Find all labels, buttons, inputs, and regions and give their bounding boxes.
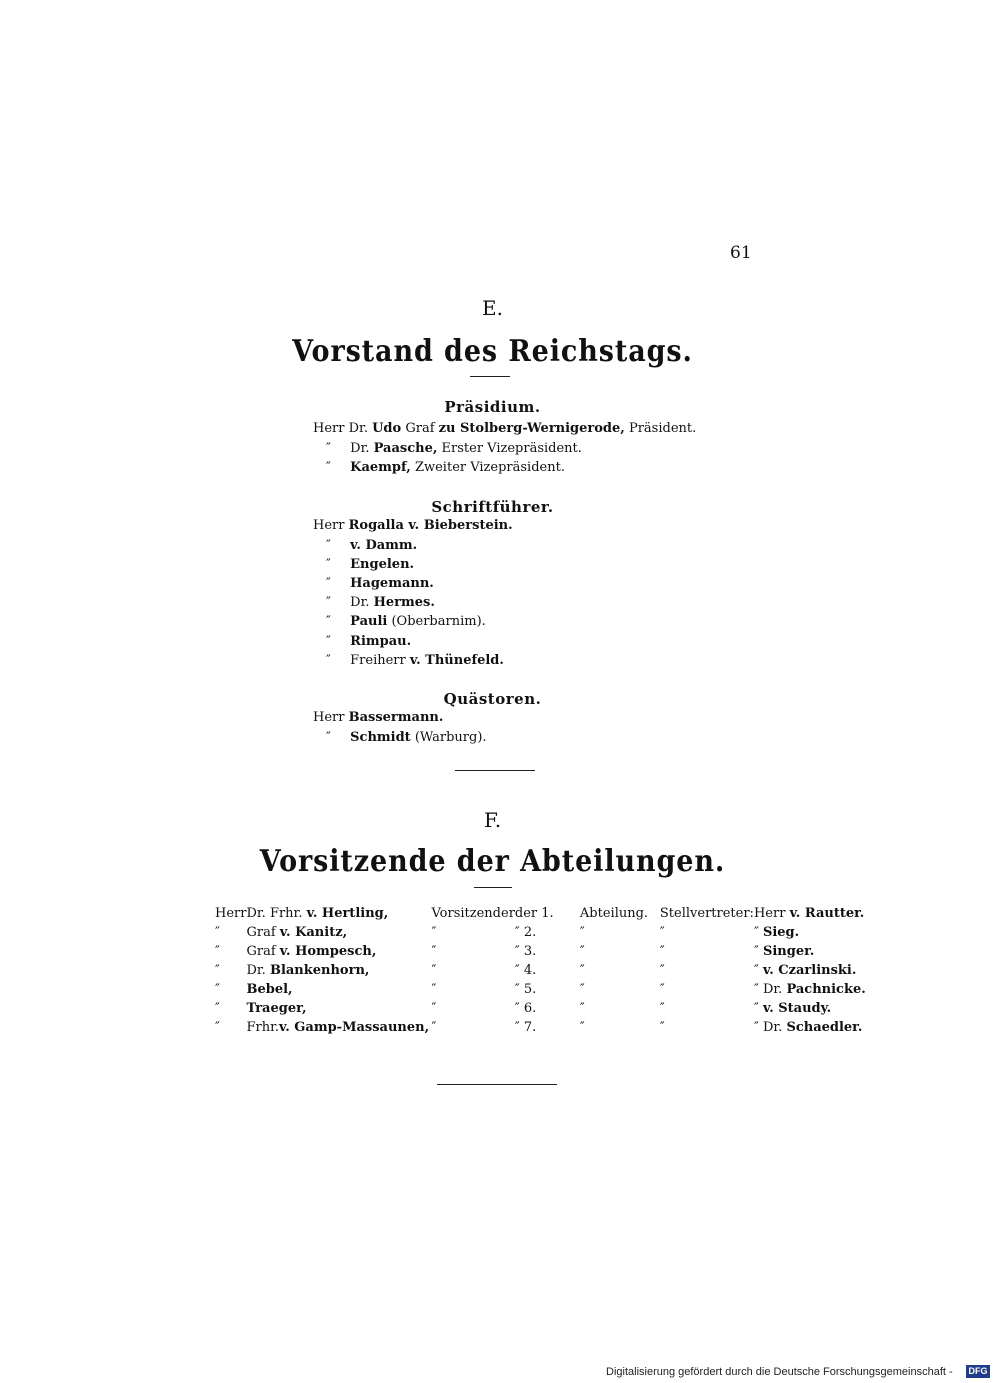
ditto-mark: ″ [326, 614, 331, 629]
deputy-cell [754, 904, 866, 923]
ditto-mark: ″ [326, 557, 331, 572]
number-cell: ″ 3. [514, 944, 537, 959]
section-divider [455, 770, 535, 771]
deputy-name: Sieg. [762, 925, 800, 940]
schriftfuehrer-line [313, 518, 513, 533]
table-row [215, 904, 866, 923]
person-name: Pauli [350, 614, 388, 629]
line-prefix: Herr [313, 518, 345, 533]
dept-cell: ″ [579, 1020, 585, 1035]
role-cell: ″ [431, 982, 437, 997]
dept-cell: ″ [579, 1001, 585, 1016]
chair-name: v. Hertling, [306, 906, 389, 921]
deputy-prefix: ″ [753, 963, 759, 978]
ditto-mark: ″ [326, 441, 331, 456]
table-row [215, 923, 866, 942]
row-prefix: ″ [215, 982, 220, 997]
section-f-title: Vorsitzende der Abteilungen. [259, 844, 726, 879]
role-cell: ″ [431, 1001, 437, 1016]
dept-cell: ″ [579, 944, 585, 959]
person-name: v. Thünefeld. [409, 653, 504, 668]
deputy-prefix: ″ [753, 944, 759, 959]
chair-name: v. Hompesch, [279, 944, 377, 959]
person-name: Engelen. [350, 557, 415, 572]
deputy-label-cell: ″ [659, 963, 665, 978]
person-name: Udo [372, 421, 402, 436]
abteilungen-table [215, 904, 866, 1037]
ditto-mark: ″ [326, 595, 331, 610]
page-number: 61 [730, 243, 752, 263]
chair-cell [246, 1018, 431, 1037]
name-prefix: Dr. [762, 1020, 783, 1035]
name-prefix: Frhr. [246, 1020, 279, 1035]
number-cell: ″ 7. [514, 1020, 537, 1035]
schriftfuehrer-line [326, 538, 417, 553]
role-cell: Vorsitzender [431, 906, 515, 921]
deputy-name: Singer. [762, 944, 815, 959]
praesidium-heading: Präsidium. [444, 398, 541, 416]
end-ornament [437, 1084, 557, 1085]
deputy-label-cell: ″ [659, 982, 665, 997]
row-prefix: ″ [215, 1001, 220, 1016]
role-cell: ″ [431, 925, 437, 940]
schriftfuehrer-heading: Schriftführer. [431, 498, 554, 516]
deputy-cell [754, 999, 866, 1018]
praesidium-line [326, 460, 565, 475]
deputy-label-cell: ″ [659, 1001, 665, 1016]
table-row [215, 980, 866, 999]
table-row [215, 942, 866, 961]
praesidium-line [326, 441, 582, 456]
deputy-cell [754, 1018, 866, 1037]
name-prefix: Graf [246, 925, 276, 940]
deputy-label-cell: ″ [659, 1020, 665, 1035]
person-name: Hagemann. [350, 576, 434, 591]
deputy-cell [754, 942, 866, 961]
deputy-cell [754, 961, 866, 980]
name-prefix: Dr. Frhr. [246, 906, 303, 921]
person-name: Hermes. [373, 595, 435, 610]
dept-cell: ″ [579, 963, 585, 978]
deputy-prefix: Herr [753, 906, 786, 921]
chair-name: v. Kanitz, [279, 925, 348, 940]
schriftfuehrer-line [326, 576, 434, 591]
row-prefix: ″ [215, 1020, 220, 1035]
footer-note: Digitalisierung gefördert durch die Deutsche Forschungsgemeinschaft - [606, 1366, 953, 1378]
deputy-label-cell: ″ [659, 925, 665, 940]
person-role: Präsident. [628, 421, 697, 436]
dept-cell: ″ [579, 982, 585, 997]
line-title: Dr. [350, 441, 370, 456]
line-title: Dr. [348, 421, 368, 436]
chair-cell [246, 942, 431, 961]
person-name: Kaempf, [350, 460, 411, 475]
chair-cell [246, 999, 431, 1018]
chair-cell [246, 904, 431, 923]
chair-name: Traeger, [246, 1001, 307, 1016]
role-cell: ″ [431, 1020, 437, 1035]
deputy-prefix: ″ [753, 982, 759, 997]
row-prefix: ″ [215, 944, 220, 959]
deputy-prefix: ″ [753, 1001, 759, 1016]
ditto-mark: ″ [326, 460, 331, 475]
row-prefix: ″ [215, 963, 220, 978]
number-cell: ″ 6. [514, 1001, 537, 1016]
chair-name: v. Gamp-Massaunen, [279, 1020, 430, 1035]
table-row [215, 1018, 866, 1037]
schriftfuehrer-line [326, 557, 414, 572]
name-suffix: (Oberbarnim). [391, 614, 486, 629]
praesidium-line [313, 421, 696, 436]
deputy-cell [754, 980, 866, 999]
dept-cell: Abteilung. [579, 906, 649, 921]
ditto-mark: ″ [326, 576, 331, 591]
deputy-cell [754, 923, 866, 942]
ditto-mark: ″ [326, 634, 331, 649]
table-row [215, 961, 866, 980]
deputy-name: v. Rautter. [789, 906, 865, 921]
person-name: v. Damm. [350, 538, 418, 553]
deputy-name: v. Staudy. [762, 1001, 832, 1016]
deputy-name: v. Czarlinski. [762, 963, 857, 978]
quaestoren-line [326, 730, 487, 745]
chair-cell [246, 980, 431, 999]
person-role: Erster Vizepräsident. [441, 441, 582, 456]
ditto-mark: ″ [326, 653, 331, 668]
person-name: Bassermann. [348, 710, 444, 725]
person-name: Paasche, [373, 441, 438, 456]
chair-cell [246, 923, 431, 942]
dfg-logo: DFG [966, 1365, 990, 1378]
name-prefix: Freiherr [350, 653, 406, 668]
deputy-name: Pachnicke. [786, 982, 866, 997]
role-cell: ″ [431, 944, 437, 959]
person-name: Schmidt [350, 730, 411, 745]
chair-name: Blankenhorn, [269, 963, 370, 978]
schriftfuehrer-line [326, 614, 486, 629]
deputy-name: Schaedler. [786, 1020, 863, 1035]
section-f-title-rule [474, 887, 512, 888]
name-suffix: (Warburg). [414, 730, 487, 745]
number-cell: ″ 4. [514, 963, 537, 978]
number-cell: ″ 2. [514, 925, 537, 940]
schriftfuehrer-line [326, 653, 504, 668]
section-e-title-rule [470, 376, 510, 377]
person-name: Rimpau. [350, 634, 412, 649]
ditto-mark: ″ [326, 730, 331, 745]
name-prefix: Graf [246, 944, 276, 959]
section-f-letter: F. [483, 808, 502, 832]
person-name: zu Stolberg-Wernigerode, [438, 421, 625, 436]
number-cell: ″ 5. [514, 982, 537, 997]
deputy-prefix: ″ [753, 1020, 759, 1035]
deputy-prefix: ″ [753, 925, 759, 940]
name-prefix: Dr. [246, 963, 266, 978]
table-row [215, 999, 866, 1018]
line-rest: Graf [405, 421, 435, 436]
name-prefix: Dr. [762, 982, 783, 997]
section-e-letter: E. [482, 296, 503, 320]
person-name: Rogalla v. Bieberstein. [348, 518, 513, 533]
number-cell: der 1. [514, 906, 554, 921]
schriftfuehrer-line [326, 634, 411, 649]
quaestoren-line [313, 710, 443, 725]
role-cell: ″ [431, 963, 437, 978]
line-prefix: Herr [313, 421, 345, 436]
chair-name: Bebel, [246, 982, 293, 997]
person-role: Zweiter Vizepräsident. [414, 460, 565, 475]
section-e-title: Vorstand des Reichstags. [292, 334, 693, 369]
name-prefix: Dr. [350, 595, 370, 610]
deputy-label-cell: ″ [659, 944, 665, 959]
quaestoren-heading: Quästoren. [443, 690, 542, 708]
line-prefix: Herr [313, 710, 345, 725]
deputy-label-cell: Stellvertreter: [659, 906, 754, 921]
dept-cell: ″ [579, 925, 585, 940]
ditto-mark: ″ [326, 538, 331, 553]
schriftfuehrer-line [326, 595, 435, 610]
row-prefix: ″ [215, 925, 220, 940]
chair-cell [246, 961, 431, 980]
row-prefix: Herr [215, 906, 247, 921]
